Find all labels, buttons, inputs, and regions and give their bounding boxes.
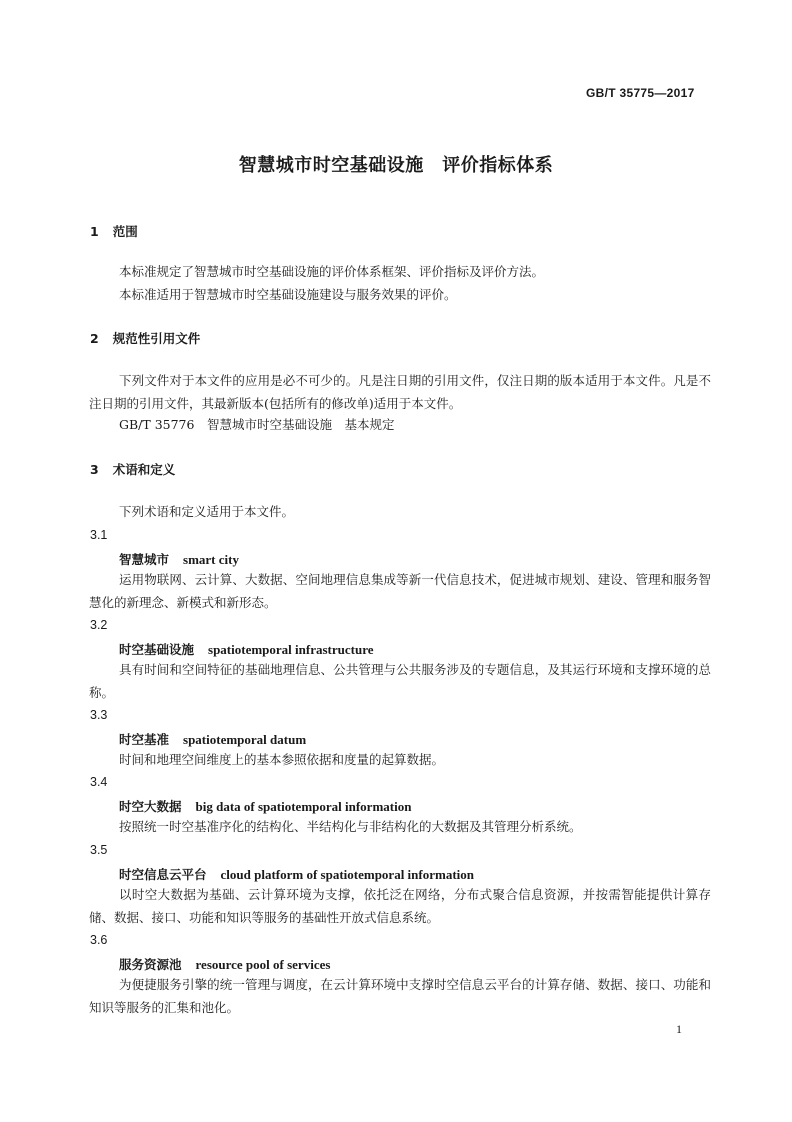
term-number: 3.6 <box>90 933 108 947</box>
section-number: 2 <box>90 331 99 346</box>
term-number: 3.1 <box>90 528 108 542</box>
term-heading <box>119 549 239 568</box>
term-heading <box>119 639 374 658</box>
section-number: 3 <box>90 462 99 477</box>
term-number: 3.2 <box>90 618 108 632</box>
term-definition: 以时空大数据为基础、云计算环境为支撑，依托泛在网络，分布式聚合信息资源，并按需智能提供计算存储、数据、接口、功能和知识等服务的基础性开放式信息系统。 <box>89 887 711 925</box>
term-number: 3.5 <box>90 843 108 857</box>
term-en: big data of spatiotemporal information <box>195 799 412 814</box>
page-number: 1 <box>676 1022 682 1036</box>
term-number: 3.3 <box>90 708 108 722</box>
paragraph: 本标准适用于智慧城市时空基础设施建设与服务效果的评价。 <box>119 287 457 302</box>
term-heading <box>119 864 474 883</box>
term-cn: 时空大数据 <box>119 799 182 814</box>
document-title: 智慧城市时空基础设施 评价指标体系 <box>238 155 554 176</box>
term-definition: 按照统一时空基准序化的结构化、半结构化与非结构化的大数据及其管理分析系统。 <box>119 819 582 834</box>
section-heading-scope <box>90 222 138 240</box>
term-cn: 智慧城市 <box>119 552 170 567</box>
section-title: 范围 <box>112 224 138 239</box>
term-definition: 为便捷服务引擎的统一管理与调度，在云计算环境中支撑时空信息云平台的计算存储、数据、接口、功能和知识等服务的汇集和池化。 <box>89 977 711 1015</box>
term-cn: 时空信息云平台 <box>119 867 207 882</box>
term-definition: 具有时间和空间特征的基础地理信息、公共管理与公共服务涉及的专题信息，及其运行环境和支撑环境的总称。 <box>89 662 711 700</box>
section-title: 术语和定义 <box>112 462 176 477</box>
term-definition: 时间和地理空间维度上的基本参照依据和度量的起算数据。 <box>119 752 445 767</box>
paragraph: 下列术语和定义适用于本文件。 <box>119 504 295 519</box>
standard-number: GB/T 35775—2017 <box>586 86 695 100</box>
reference-item: GB/T 35776 智慧城市时空基础设施 基本规定 <box>119 417 395 432</box>
paragraph: 下列文件对于本文件的应用是必不可少的。凡是注日期的引用文件，仅注日期的版本适用于本文件。凡是不注日期的引用文件，其最新版本(包括所有的修改单)适用于本文件。 <box>89 373 711 411</box>
term-cn: 服务资源池 <box>119 957 182 972</box>
term-en: cloud platform of spatiotemporal information <box>220 867 474 882</box>
term-en: spatiotemporal datum <box>183 732 307 747</box>
section-number: 1 <box>90 224 99 239</box>
term-heading <box>119 796 411 815</box>
term-number: 3.4 <box>90 775 108 789</box>
term-en: spatiotemporal infrastructure <box>208 642 374 657</box>
section-heading-terms <box>90 460 175 478</box>
term-cn: 时空基准 <box>119 732 170 747</box>
term-cn: 时空基础设施 <box>119 642 195 657</box>
section-heading-normative-references <box>90 329 200 347</box>
term-definition: 运用物联网、云计算、大数据、空间地理信息集成等新一代信息技术，促进城市规划、建设、管理和服务智慧化的新理念、新模式和新形态。 <box>89 572 711 610</box>
term-heading <box>119 954 330 973</box>
paragraph: 本标准规定了智慧城市时空基础设施的评价体系框架、评价指标及评价方法。 <box>119 264 545 279</box>
section-title: 规范性引用文件 <box>112 331 201 346</box>
term-heading <box>119 729 306 748</box>
term-en: smart city <box>183 552 239 567</box>
term-en: resource pool of services <box>195 957 331 972</box>
